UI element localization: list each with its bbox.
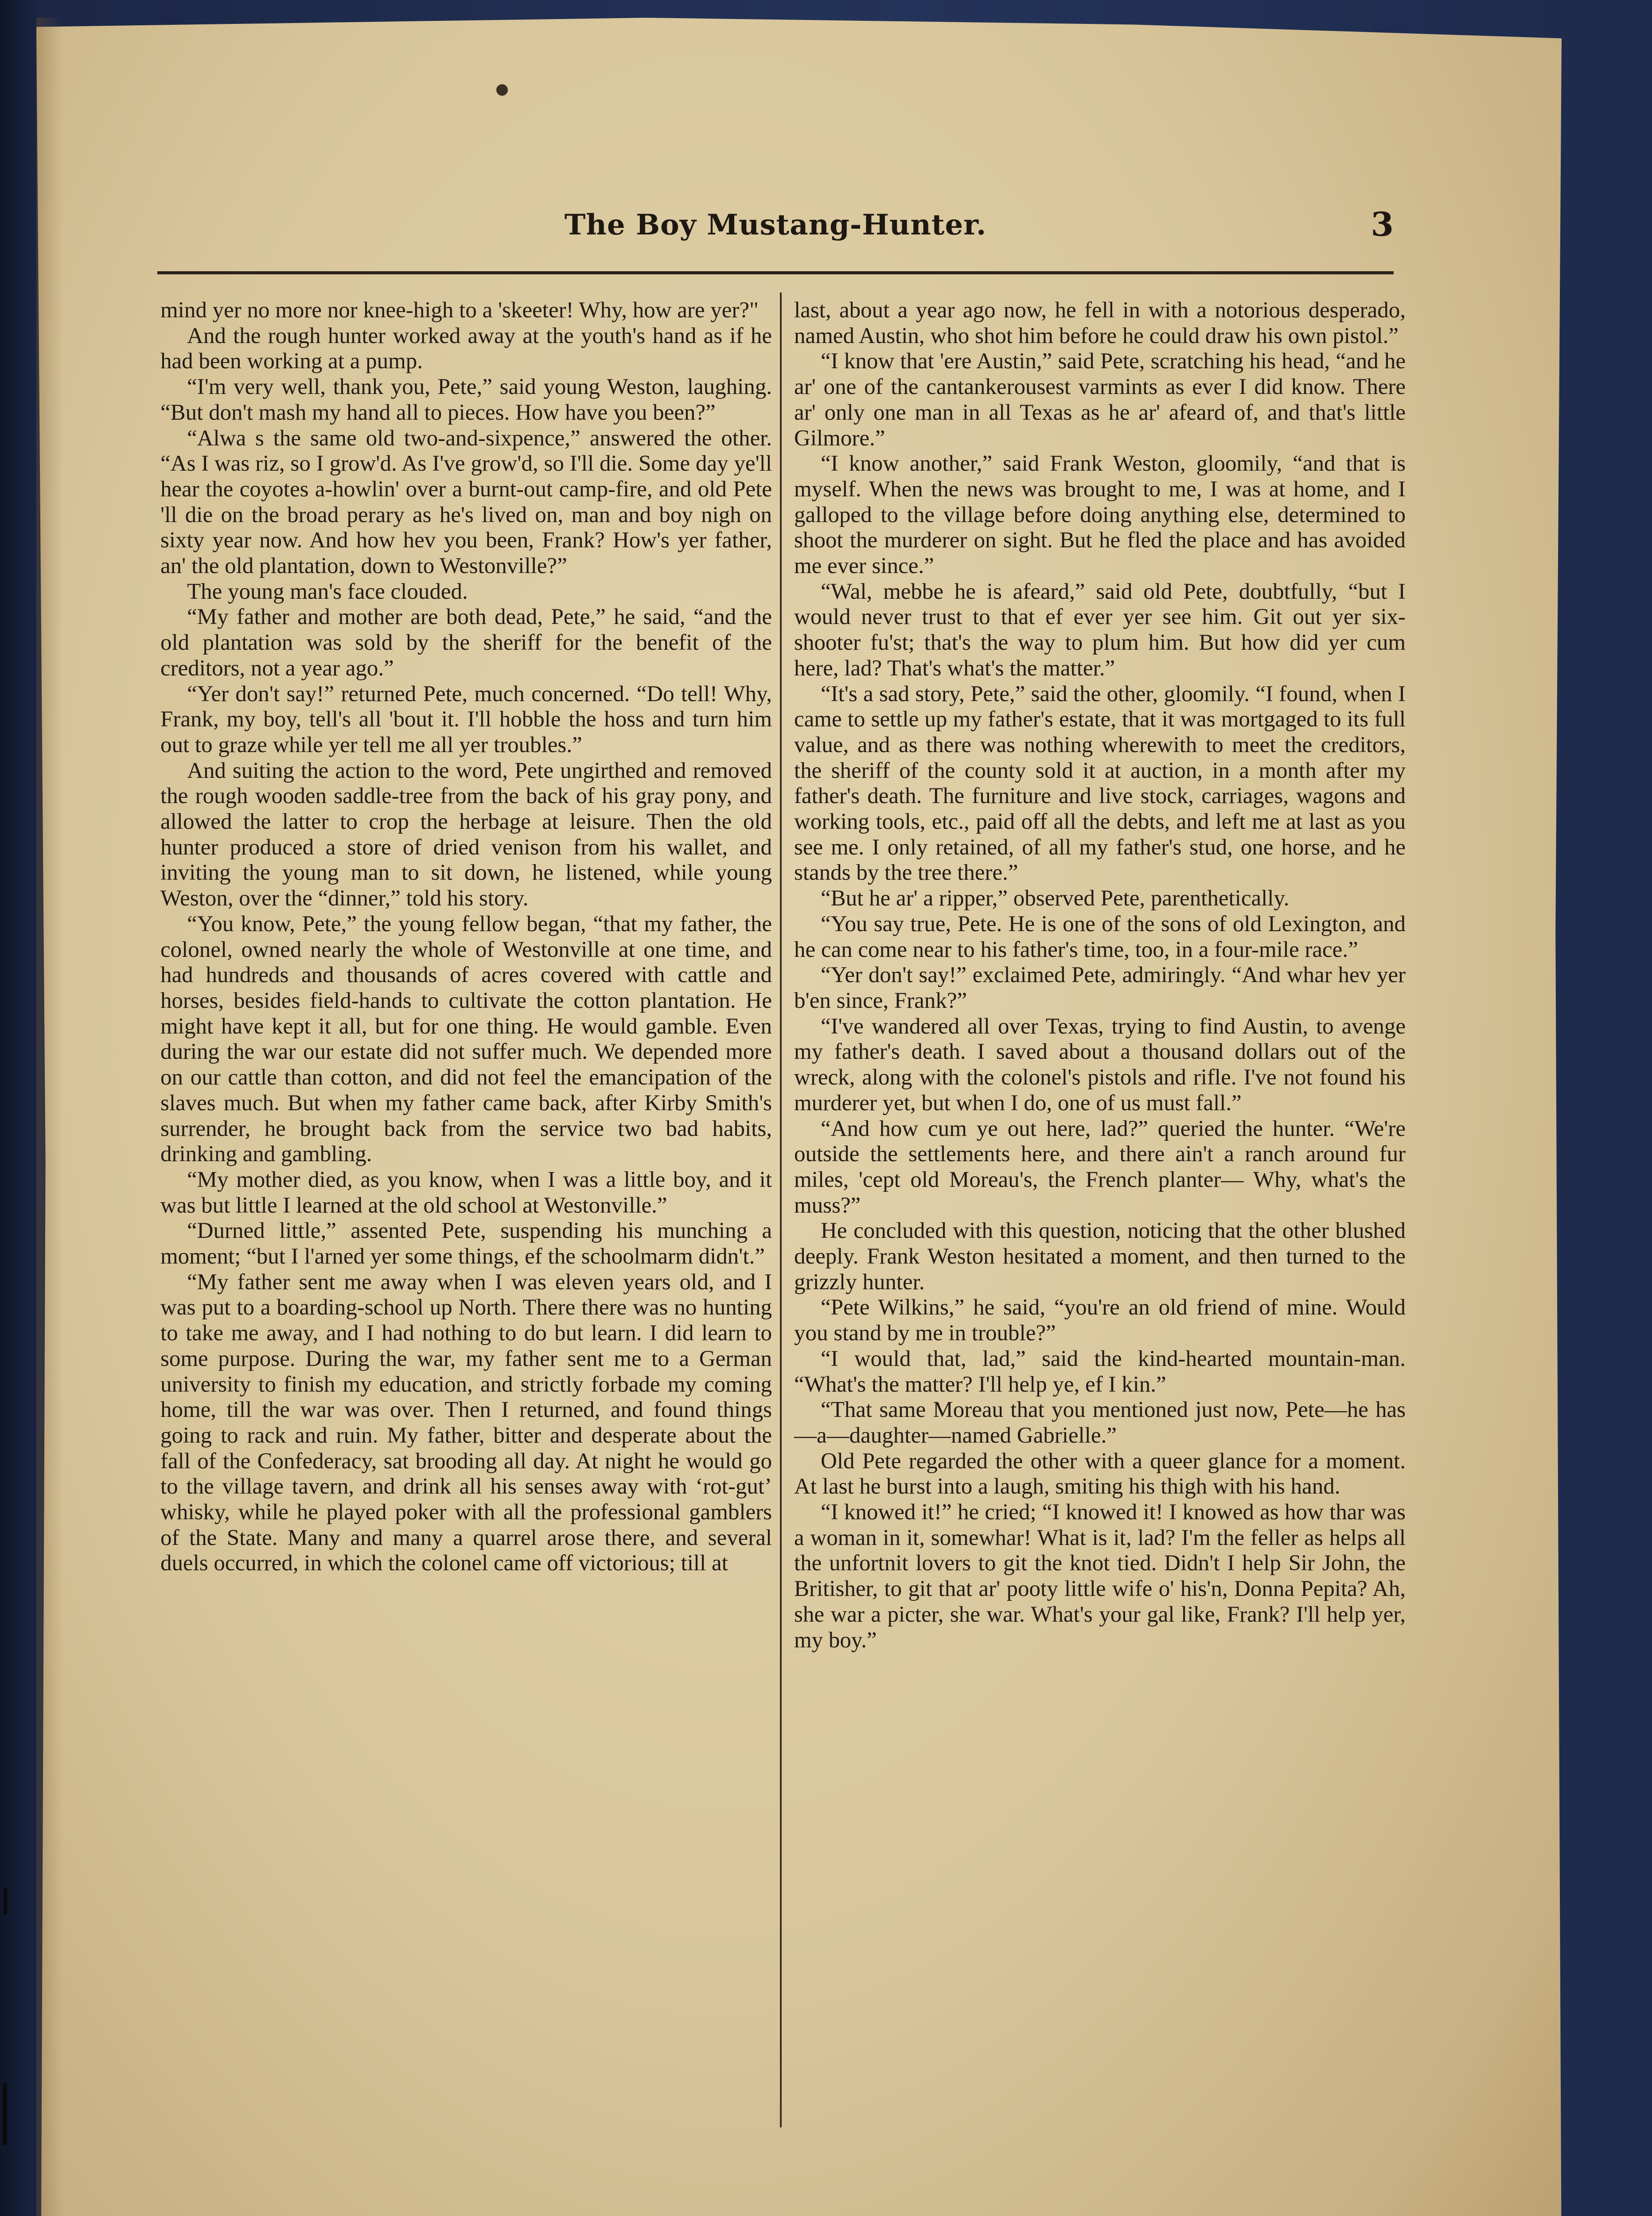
paragraph: “But he ar' a ripper,” observed Pete, parenthetically. <box>821 886 1290 911</box>
paragraph: last, about a year ago now, he fell in with a notorious desperado, named Austin, who shot him before he could draw his own pistol.” <box>794 298 1406 348</box>
staple-hole <box>496 84 508 96</box>
paragraph: “I would that, lad,” said the kind-hearted mountain-man. “What's the matter? I'll help ye, ef I kin.” <box>794 1346 1406 1397</box>
paragraph: “Wal, mebbe he is afeard,” said old Pete, doubtfully, “but I would never trust to that ef ever yer see him. Git out yer six-shooter fu'st; that's the way to plum him. But how did yer cum here, lad? That's what's the matter.” <box>794 579 1406 681</box>
paragraph: “I know another,” said Frank Weston, gloomily, “and that is myself. When the news was brought to me, I was at home, and I galloped to the village before doing anything else, determined to shoot the murderer on sight. But he fled the place and has avoided me ever since.” <box>794 451 1406 579</box>
paragraph: “Durned little,” assented Pete, suspending his munching a moment; “but I l'arned yer some things, ef the schoolmarm didn't.” <box>160 1218 772 1269</box>
page-header <box>157 208 1394 279</box>
paragraph: “And how cum ye out here, lad?” queried the hunter. “We're outside the settlements here, and there ain't a ranch around fur miles, 'cept old Moreau's, the French planter— Why, what's the muss?” <box>794 1116 1406 1218</box>
paragraph: “My father and mother are both dead, Pete,” he said, “and the old plantation was sold by the sheriff for the benefit of the creditors, not a year ago.” <box>160 605 772 681</box>
paragraph: “My mother died, as you know, when I was a little boy, and it was but little I learned at the old school at Westonville.” <box>160 1167 772 1218</box>
right-column <box>794 298 1406 1653</box>
paragraph: “I knowed it!” he cried; “I knowed it! I knowed as how thar was a woman in it, somewhar! What is it, lad? I'm the feller as helps all the unfortnit lovers to git the knot tied. Didn't I help Sir John, the Britisher, to git that ar' pooty little wife o' his'n, Donna Pepita? Ah, she war a picter, she war. What's your gal like, Frank? I'll help yer, my boy.” <box>794 1500 1406 1653</box>
running-title: The Boy Mustang-Hunter. <box>564 208 987 242</box>
page-number: 3 <box>1371 206 1394 244</box>
paragraph: Old Pete regarded the other with a queer glance for a moment. At last he burst into a laugh, smiting his thigh with his hand. <box>794 1448 1406 1499</box>
page-edge-fold <box>36 18 63 2216</box>
paragraph: “That same Moreau that you mentioned just now, Pete—he has—a—daughter—named Gabrielle.” <box>794 1397 1406 1448</box>
left-edge-mark-small <box>4 1888 7 1915</box>
paragraph: “I've wandered all over Texas, trying to find Austin, to avenge my father's death. I saved about a thousand dollars out of the wreck, along with the colonel's pistols and rifle. I've not found his murderer yet, but when I do, one of us must fall.” <box>794 1014 1406 1116</box>
left-column <box>160 298 772 1576</box>
left-edge-mark <box>3 2083 7 2145</box>
paragraph: And the rough hunter worked away at the youth's hand as if he had been working at a pump. <box>160 323 772 374</box>
paragraph: “You say true, Pete. He is one of the sons of old Lexington, and he can come near to his father's time, too, in a four-mile race.” <box>794 911 1406 962</box>
paragraph: “Yer don't say!” exclaimed Pete, admiringly. “And whar hev yer b'en since, Frank?” <box>794 963 1406 1013</box>
header-rule <box>157 271 1394 274</box>
paragraph: “Alwa s the same old two-and-sixpence,” answered the other. “As I was riz, so I grow'd. As I've grow'd, so I'll die. Some day ye'll hear the coyotes a-howlin' over a burnt-out camp-fire, and old Pete 'll die on the broad perary as he's lived on, man and boy nigh on sixty year now. And how hev you been, Frank? How's yer father, an' the old plantation, down to Westonville?” <box>160 425 772 579</box>
column-divider <box>780 293 782 2127</box>
paragraph: “It's a sad story, Pete,” said the other, gloomily. “I found, when I came to settle up my father's estate, that it was mortgaged to its full value, and as there was nothing wherewith to meet the creditors, the sheriff of the county sold it at auction, in a month after my father's death. The furniture and live stock, carriages, wagons and working tools, etc., paid off all the debts, and left me at last as you see me. I only retained, of all my father's stud, one horse, and he stands by the tree there.” <box>794 681 1406 886</box>
spine-shadow <box>0 0 40 2216</box>
paragraph: “Yer don't say!” returned Pete, much concerned. “Do tell! Why, Frank, my boy, tell's all 'bout it. I'll hobble the hoss and turn him out to graze while yer tell me all yer troubles.” <box>160 681 772 757</box>
paragraph: “You know, Pete,” the young fellow began, “that my father, the colonel, owned nearly the whole of Westonville at one time, and had hundreds and thousands of acres covered with cattle and horses, besides field-hands to cultivate the cotton plantation. He might have kept it all, but for one thing. He would gamble. Even during the war our estate did not suffer much. We depended more on our cattle than cotton, and did not feel the emancipation of the slaves much. But when my father came back, after Kirby Smith's surrender, he brought back from the service two bad habits, drinking and gambling. <box>160 911 772 1167</box>
paragraph: “I'm very well, thank you, Pete,” said young Weston, laughing. “But don't mash my hand all to pieces. How have you been?” <box>160 375 772 425</box>
paragraph: And suiting the action to the word, Pete ungirthed and removed the rough wooden saddle-tree from the back of his gray pony, and allowed the latter to crop the herbage at leisure. Then the old hunter produced a store of dried venison from his wallet, and inviting the young man to sit down, he listened, while young Weston, over the “dinner,” told his story. <box>160 758 772 911</box>
paragraph: “My father sent me away when I was eleven years old, and I was put to a boarding-school up North. There there was no hunting to take me away, and I had nothing to do but learn. I did learn to some purpose. During the war, my father sent me to a German university to finish my education, and strictly forbade my coming home, till the war was over. Then I returned, and found things going to rack and ruin. My father, bitter and desperate about the fall of the Confederacy, sat brooding all day. At night he would go to the village tavern, and drink all his senses away with ‘rot-gut’ whisky, while he played poker with all the professional gamblers of the State. Many and many a quarrel arose there, and several duels occurred, in which the colonel came off victorious; till at <box>160 1269 772 1576</box>
paragraph: He concluded with this question, noticing that the other blushed deeply. Frank Weston hesitated a moment, and then turned to the grizzly hunter. <box>794 1218 1406 1295</box>
paragraph: mind yer no more nor knee-high to a 'skeeter! Why, how are yer?" <box>160 298 759 323</box>
paragraph: “Pete Wilkins,” he said, “you're an old friend of mine. Would you stand by me in trouble?” <box>794 1295 1406 1346</box>
paragraph: “I know that 'ere Austin,” said Pete, scratching his head, “and he ar' one of the cantankerousest varmints as ever I did know. There ar' only one man in all Texas as he ar' afeard of, and that's little Gilmore.” <box>794 349 1406 451</box>
paragraph: The young man's face clouded. <box>187 579 468 604</box>
